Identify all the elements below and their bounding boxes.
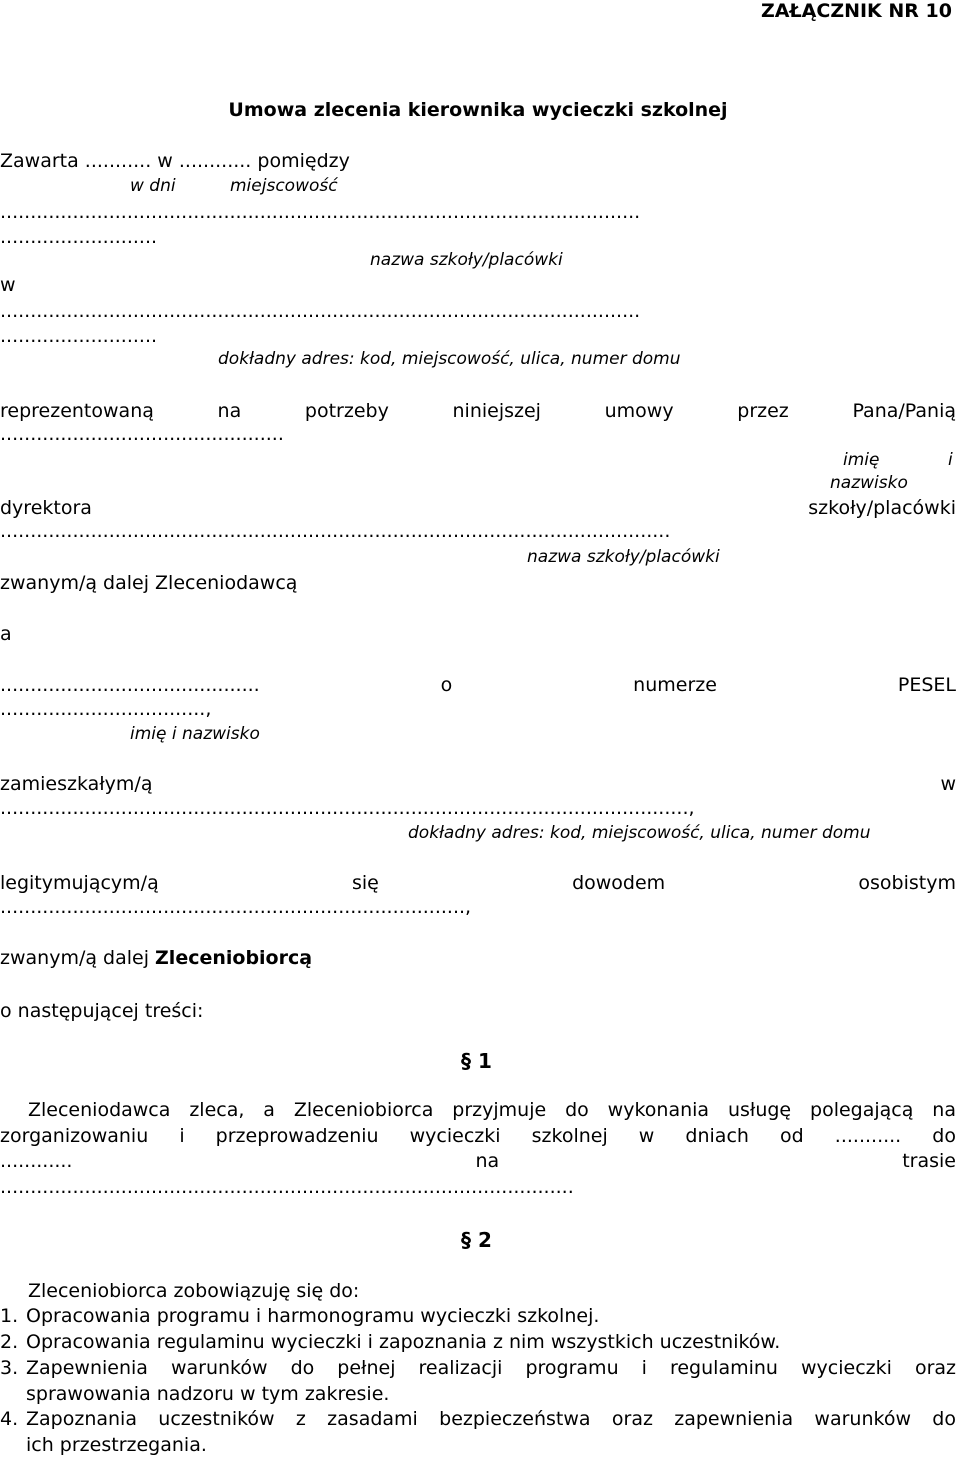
a-line: a [0,623,12,645]
reprezentowana-line [0,400,956,422]
word: dowodem [572,872,666,894]
word: w [940,773,956,795]
paragraph-1-line: zorganizowaniu i przeprowadzeniu wycieczki szkolnej w dniach od ........... do [0,1124,956,1147]
director-school-dots: ............................................................................................................... [0,520,671,542]
place-dots: ............ [178,150,252,172]
list-item [0,1407,956,1458]
zawarta-word: Zawarta [0,150,79,172]
paragraph-2-intro: Zleceniobiorca zobowiązuję się do: [28,1280,360,1302]
zamieszkaly-line [0,773,956,795]
word: na [217,400,242,422]
representative-dots: ............................................... [0,423,284,445]
id-dots: ............................................................................., [0,896,472,918]
label-nazwa-szkoly-2: nazwa szkoły/placówki [527,547,720,567]
legitymujacy-line [0,872,956,894]
word: osobistym [858,872,956,894]
list-item-number: 2. [0,1331,19,1353]
word: przez [737,400,789,422]
list-item [0,1356,956,1407]
word: się [351,872,379,894]
paragraph-1 [0,1098,956,1200]
paragraph-1-line: Zleceniodawca zleca, a Zleceniobiorca przyjmuje do wykonania usługę polegającą na [28,1099,956,1121]
pomiedzy-word: pomiędzy [257,150,350,172]
residence-dots: .................................................................................................................., [0,797,695,819]
paragraph-1-line: ............................................................................................... [0,1175,574,1198]
word: umowy [604,400,674,422]
label-miejscowosc: miejscowość [230,176,338,196]
zawarta-line [0,150,350,172]
word: zamieszkałym/ą [0,773,153,795]
label-adres-2: dokładny adres: kod, miejscowość, ulica, numer domu [408,823,871,843]
list-item-number: 1. [0,1305,19,1327]
list-item-text: ich przestrzegania. [26,1433,207,1456]
list-item-text: Zapoznania uczestników z zasadami bezpieczeństwa oraz zapewnienia warunków do [26,1408,956,1430]
paragraph-1-line: ............ na trasie [0,1150,956,1172]
list-item [0,1330,956,1356]
pesel-line [0,674,956,696]
word: Pana/Panią [852,400,956,422]
name-dots: ........................................... [0,674,260,696]
word: PESEL [897,674,956,696]
label-nazwisko: nazwisko [830,473,908,493]
list-item-number: 3. [0,1357,19,1379]
label-imie: imię [843,450,880,470]
document-title: Umowa zlecenia kierownika wycieczki szkolnej [228,99,728,121]
attachment-label: ZAŁĄCZNIK NR 10 [760,0,952,22]
school-name-dots-continued: .......................... [0,226,158,248]
o-nastepujacej-line: o następującej treści: [0,1000,204,1022]
word: legitymującym/ą [0,872,159,894]
w-word: w [157,150,173,172]
zleceniobiorca-line [0,947,312,969]
list-item-text: sprawowania nadzoru w tym zakresie. [26,1382,390,1405]
label-imie-i-nazwisko: imię i nazwisko [130,724,260,744]
label-imie-i: i [948,450,953,470]
label-adres-1: dokładny adres: kod, miejscowość, ulica, numer domu [218,349,681,369]
word: szkoły/placówki [808,497,956,519]
zleceniodawca-line: zwanym/ą dalej Zleceniodawcą [0,572,298,594]
label-nazwa-szkoly-1: nazwa szkoły/placówki [370,250,563,270]
list-item-text: Opracowania programu i harmonogramu wycieczki szkolnej. [26,1305,600,1327]
address-dots: .......................................................................................................... [0,300,641,322]
pesel-dots: .................................., [0,698,212,720]
word: niniejszej [452,400,541,422]
section-1-heading: § 1 [461,1049,492,1073]
word: o [440,674,453,696]
zleceniobiorca-prefix: zwanym/ą dalej [0,947,156,969]
school-name-dots: .......................................................................................................... [0,201,641,223]
word: numerze [633,674,717,696]
zleceniobiorca-term: Zleceniobiorcą [155,947,313,969]
address-dots-continued: .......................... [0,325,158,347]
list-item [0,1304,956,1330]
label-w-dni: w dni [130,176,176,196]
word: dyrektora [0,497,92,519]
dyrektora-line [0,497,956,519]
word: reprezentowaną [0,400,154,422]
date-dots: ........... [84,150,152,172]
list-item-number: 4. [0,1408,19,1430]
list-item-text: Zapewnienia warunków do pełnej realizacji programu i regulaminu wycieczki oraz [26,1357,956,1379]
list-item-text: Opracowania regulaminu wycieczki i zapoznania z nim wszystkich uczestników. [26,1331,781,1353]
w-line: w [0,274,16,296]
word: potrzeby [304,400,389,422]
section-2-heading: § 2 [461,1228,492,1252]
